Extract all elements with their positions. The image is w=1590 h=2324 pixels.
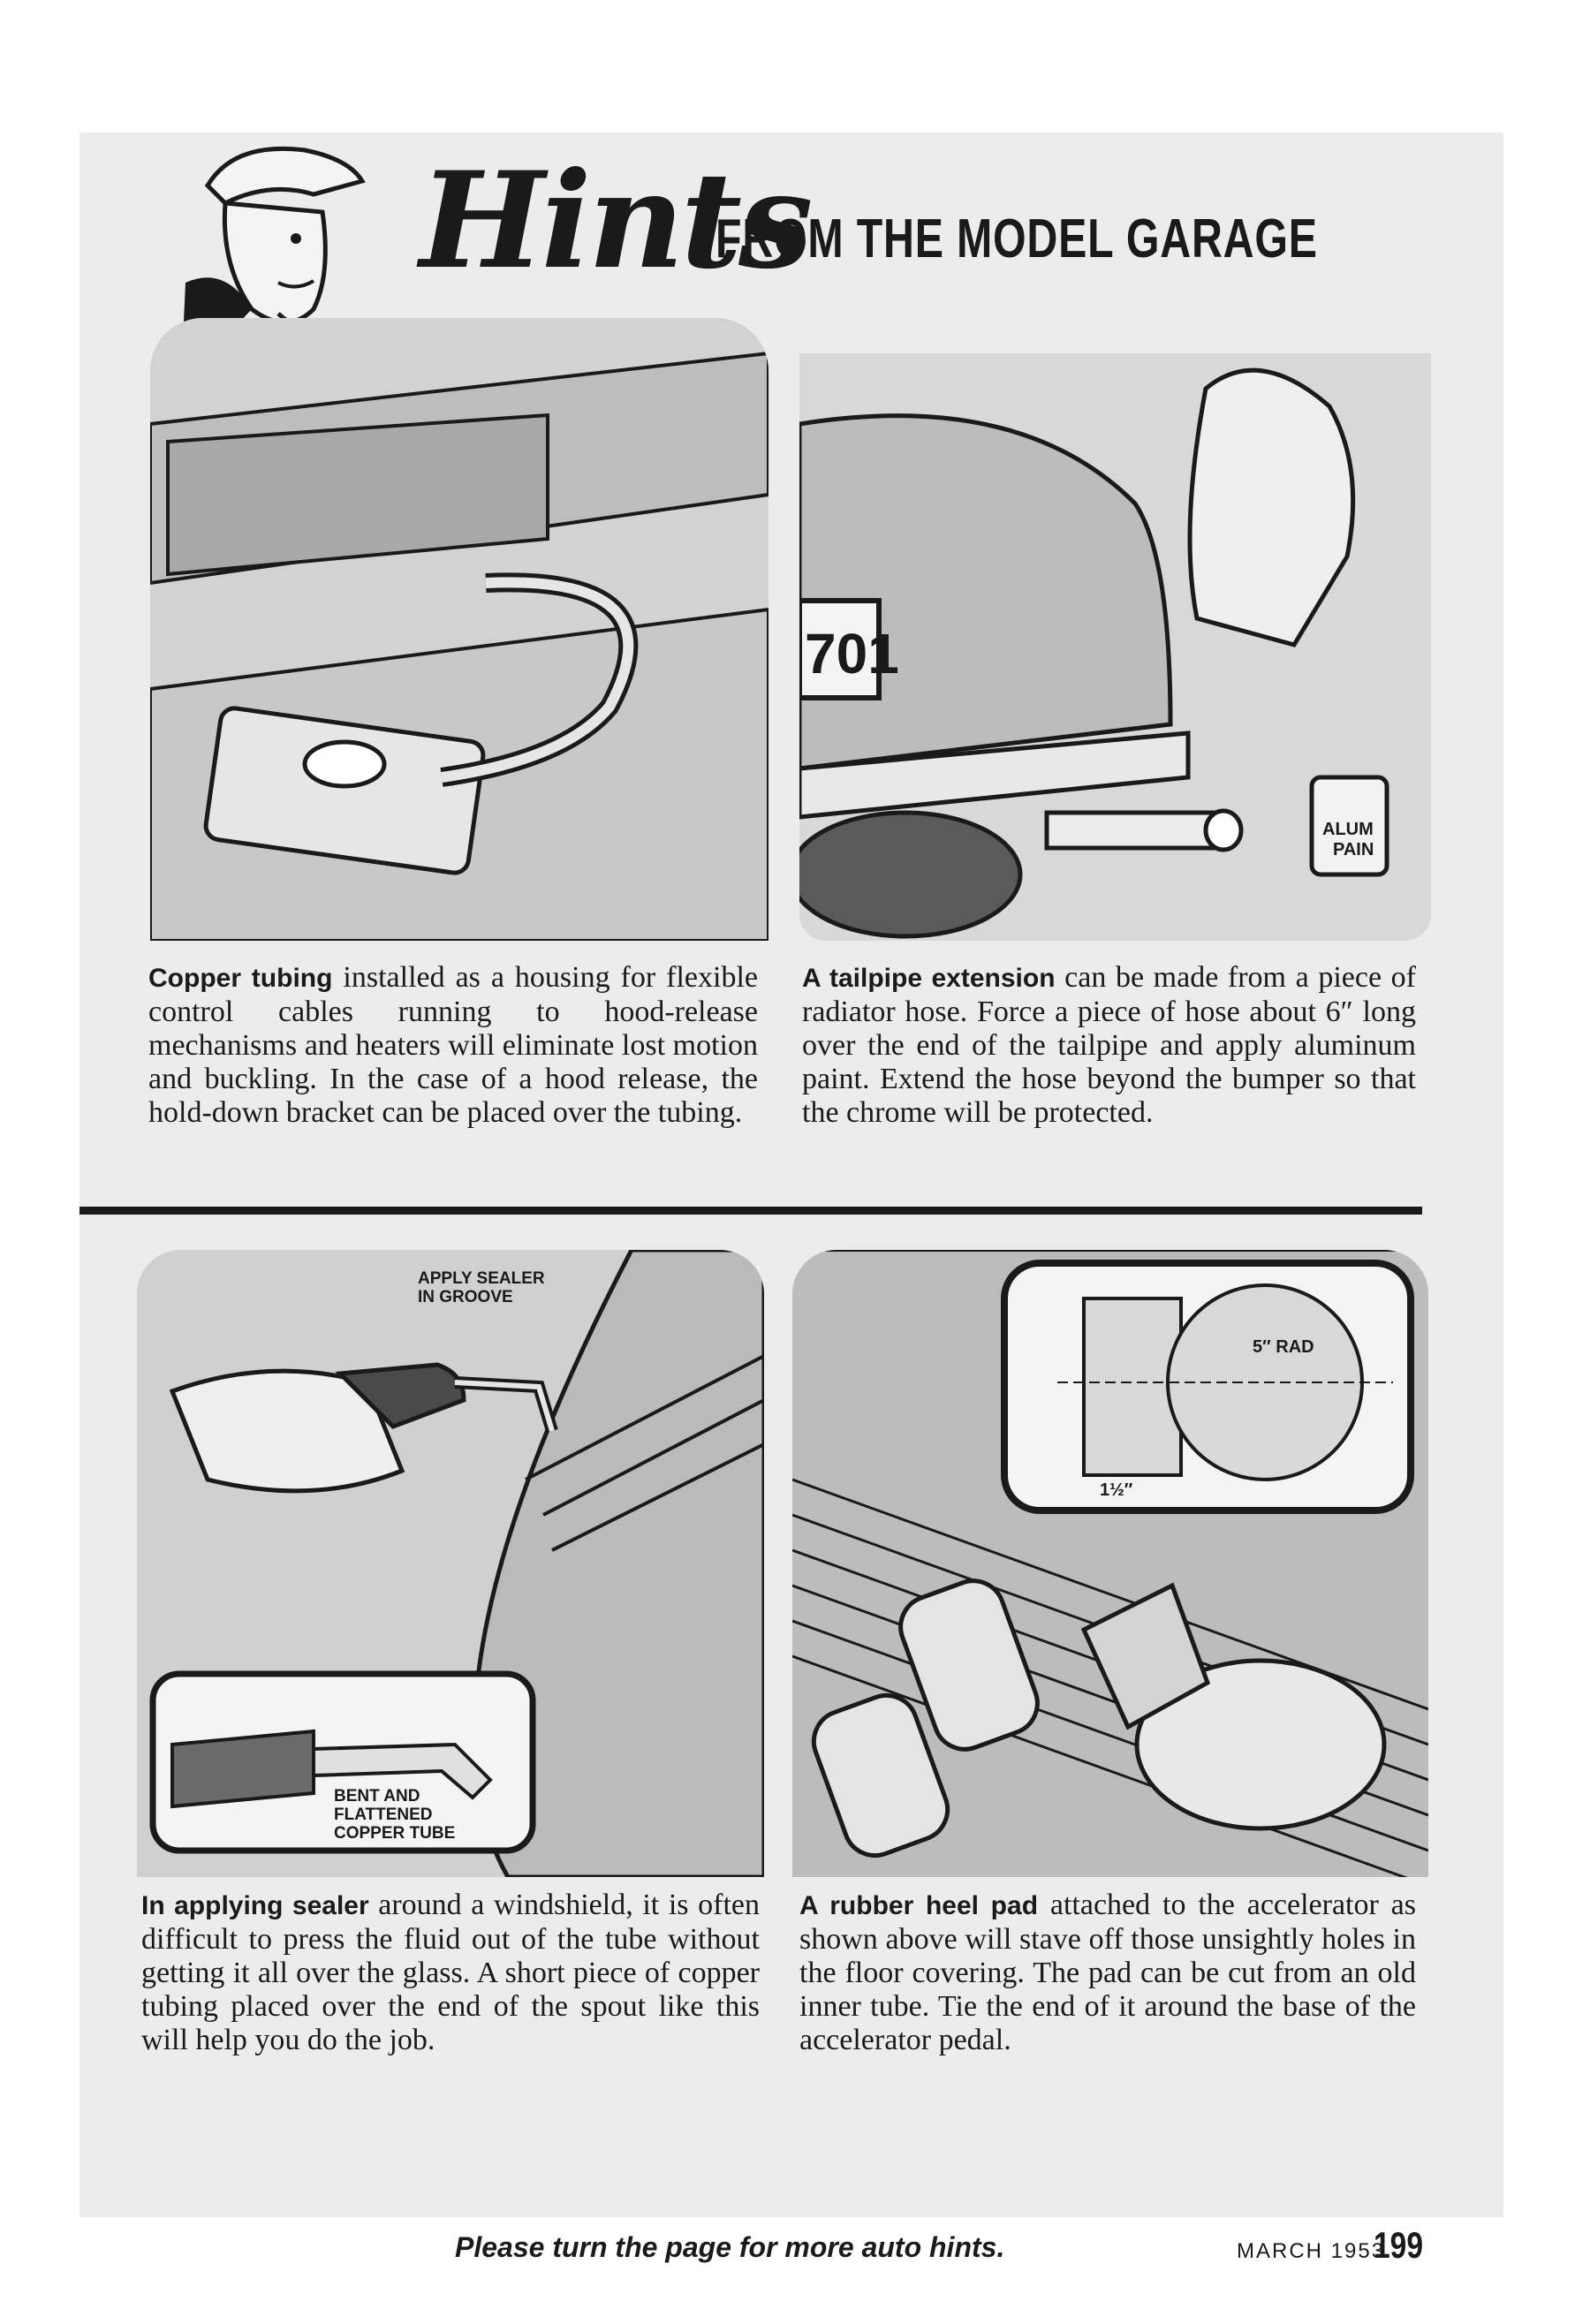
apply-sealer-callout-line-2: IN GROOVE: [418, 1288, 513, 1306]
page-title: Hints: [420, 143, 810, 299]
copper-tube-callout-line-1: BENT AND: [334, 1787, 420, 1805]
apply-sealer-callout-line-1: APPLY SEALER: [418, 1269, 545, 1288]
tip-applying-sealer: [141, 1889, 760, 2057]
tip-tailpipe-extension-body: can be made from a piece of radiator hose. Force a piece of hose about 6″ long over the end of the tailpipe and apply aluminum paint. Extend the hose beyond the bumper so that the chrome will be protected.: [802, 961, 1417, 1129]
pad-radius-dimension: 5″ RAD: [1253, 1337, 1314, 1357]
issue-date: MARCH 1953: [1237, 2239, 1386, 2263]
pad-width-dimension: 1½″: [1100, 1480, 1133, 1500]
tailpipe-extension-illustration: [799, 353, 1431, 941]
tip-applying-sealer-lead: In applying sealer: [141, 1891, 369, 1920]
copper-tube-callout-line-2: FLATTENED: [334, 1805, 433, 1824]
section-divider: [80, 1207, 1422, 1215]
tip-tailpipe-extension-lead: A tailpipe extension: [802, 964, 1056, 993]
tip-heel-pad-body: attached to the accelerator as shown above will stave off those unsightly holes in the floor covering. The pad can be cut from an old inner tube. Tie the end of it around the base of the accelerator pedal.: [799, 1889, 1416, 2056]
tip-copper-tubing-lead: Copper tubing: [148, 964, 333, 993]
page-subtitle: FROM THE MODEL GARAGE: [716, 208, 1318, 269]
heel-pad-illustration: [792, 1250, 1428, 1877]
tip-tailpipe-extension: [802, 961, 1416, 1130]
tip-heel-pad-lead: A rubber heel pad: [799, 1891, 1039, 1920]
paint-can-label-line-2: PAIN: [1333, 840, 1374, 859]
tip-copper-tubing: [148, 961, 758, 1130]
copper-tubing-illustration: [150, 318, 768, 941]
apply-sealer-callout: [418, 1269, 545, 1306]
copper-tube-callout: [334, 1787, 455, 1843]
windshield-sealer-illustration: [137, 1250, 764, 1877]
continued-note: Please turn the page for more auto hints.: [455, 2231, 1005, 2263]
paint-can-label-line-1: ALUM: [1322, 820, 1374, 839]
tip-applying-sealer-body: around a windshield, it is often difficult to press the fluid out of the tube without getting it all over the glass. A short piece of copper tubing placed over the end of the spout like this will help you do the job.: [141, 1889, 760, 2056]
tip-copper-tubing-body: installed as a housing for flexible control cables running to hood-release mechanisms and heaters will eliminate lost motion and buckling. In the case of a hood release, the hold-down bracket can be placed over the tubing.: [148, 961, 758, 1129]
copper-tube-callout-line-3: COPPER TUBE: [334, 1824, 456, 1843]
tip-heel-pad: [799, 1889, 1416, 2057]
page-number: 199: [1374, 2224, 1424, 2266]
license-plate-number: 701: [805, 622, 899, 685]
